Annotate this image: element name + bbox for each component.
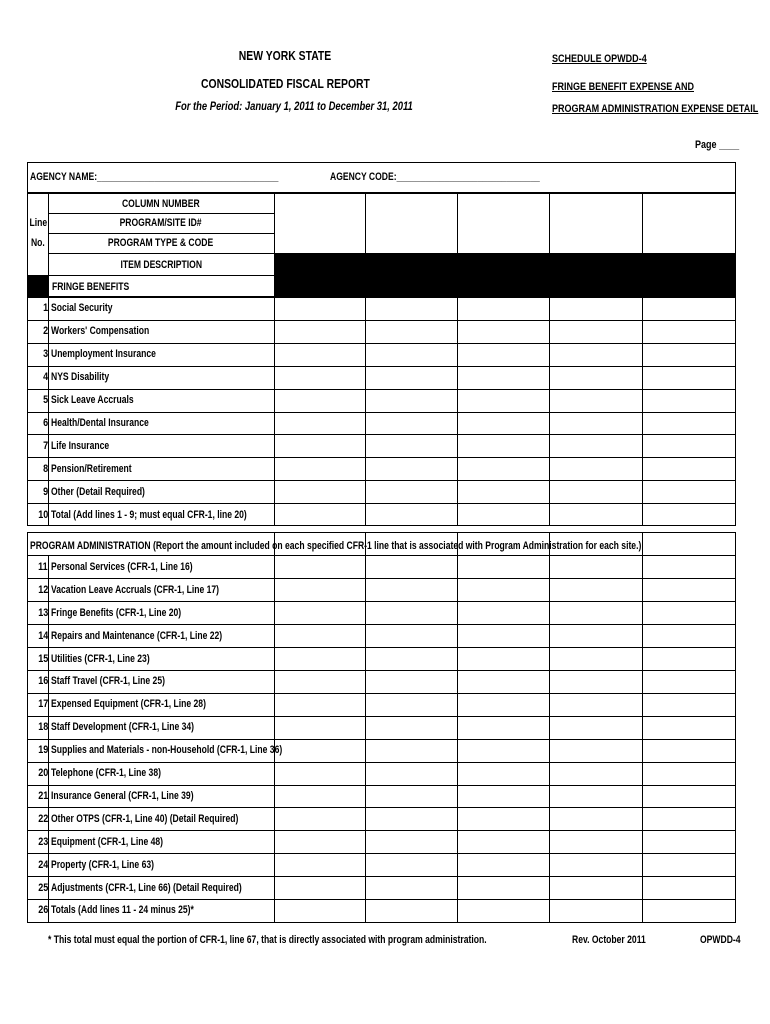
amount-cell[interactable] — [550, 344, 641, 365]
black-fill-header — [274, 253, 736, 297]
amount-cell[interactable] — [550, 579, 641, 600]
amount-cell[interactable] — [458, 808, 548, 829]
amount-cell[interactable] — [458, 579, 548, 600]
amount-cell[interactable] — [366, 831, 456, 852]
amount-cell[interactable] — [643, 413, 735, 434]
column-divider — [274, 297, 275, 526]
amount-cell[interactable] — [366, 854, 456, 875]
amount-cell[interactable] — [366, 344, 456, 365]
amount-cell[interactable] — [275, 367, 364, 388]
amount-cell[interactable] — [550, 786, 641, 807]
column-divider — [549, 297, 550, 526]
form-id: OPWDD-4 — [700, 934, 741, 946]
amount-cell[interactable] — [550, 367, 641, 388]
amount-cell[interactable] — [643, 367, 735, 388]
amount-cell[interactable] — [550, 504, 641, 525]
item-label: Staff Development (CFR-1, Line 34) — [51, 721, 195, 734]
item-label: Equipment (CFR-1, Line 48) — [51, 835, 164, 848]
line-number: 10 — [37, 508, 48, 521]
line-number: 20 — [37, 767, 48, 780]
item-label: Life Insurance — [51, 439, 110, 452]
amount-cell[interactable] — [275, 808, 364, 829]
amount-cell[interactable] — [275, 321, 364, 342]
item-label: Expensed Equipment (CFR-1, Line 28) — [51, 698, 206, 711]
schedule-subtitle-2: PROGRAM ADMINISTRATION EXPENSE DETAIL — [552, 103, 759, 115]
amount-cell[interactable] — [643, 298, 735, 319]
amount-cell[interactable] — [366, 694, 456, 715]
item-label: Personal Services (CFR-1, Line 16) — [51, 560, 193, 573]
amount-cell[interactable] — [458, 854, 548, 875]
amount-cell[interactable] — [458, 481, 548, 502]
amount-cell[interactable] — [643, 504, 735, 525]
column-number-label: COLUMN NUMBER — [122, 198, 200, 210]
column-divider — [642, 297, 643, 526]
item-label: Property (CFR-1, Line 63) — [51, 858, 154, 871]
line-number: 1 — [42, 302, 48, 315]
amount-cell[interactable] — [550, 877, 641, 898]
item-label: Totals (Add lines 11 - 24 minus 25)* — [51, 904, 194, 917]
amount-cell[interactable] — [550, 625, 641, 646]
amount-cell[interactable] — [458, 877, 548, 898]
header-rule — [48, 233, 274, 234]
amount-cell[interactable] — [275, 694, 364, 715]
amount-cell[interactable] — [366, 740, 456, 761]
amount-cell[interactable] — [275, 390, 364, 411]
amount-cell[interactable] — [366, 763, 456, 784]
state-title: NEW YORK STATE — [238, 48, 332, 63]
amount-cell[interactable] — [366, 557, 456, 578]
amount-cell[interactable] — [275, 625, 364, 646]
page-number: Page ____ — [695, 139, 740, 151]
program-type-label: PROGRAM TYPE & CODE — [108, 237, 214, 249]
line-number: 13 — [37, 606, 48, 619]
amount-cell[interactable] — [366, 648, 456, 669]
amount-cell[interactable] — [643, 763, 735, 784]
line-number: 21 — [37, 789, 48, 802]
amount-cell[interactable] — [366, 900, 456, 921]
column-divider — [642, 193, 643, 297]
item-label: Repairs and Maintenance (CFR-1, Line 22) — [51, 629, 223, 642]
amount-cell[interactable] — [643, 786, 735, 807]
amount-cell[interactable] — [275, 435, 364, 456]
header-rule — [48, 213, 274, 214]
program-site-label: PROGRAM/SITE ID# — [120, 217, 202, 229]
amount-cell[interactable] — [275, 413, 364, 434]
amount-cell[interactable] — [643, 900, 735, 921]
amount-cell[interactable] — [458, 625, 548, 646]
line-number: 4 — [42, 371, 48, 384]
line-number: 18 — [37, 721, 48, 734]
report-period: For the Period: January 1, 2011 to December 31, 2011 — [175, 101, 413, 113]
line-number: 17 — [37, 698, 48, 711]
line-number: 23 — [37, 835, 48, 848]
amount-cell[interactable] — [458, 390, 548, 411]
item-label: Supplies and Materials - non-Household (CFR-1, Line 36) — [51, 744, 283, 757]
amount-cell[interactable] — [550, 763, 641, 784]
line-number: 8 — [42, 462, 48, 475]
line-number: 11 — [38, 560, 48, 573]
amount-cell[interactable] — [458, 717, 548, 738]
black-fill-line — [27, 275, 49, 297]
amount-cell[interactable] — [550, 900, 641, 921]
amount-cell[interactable] — [366, 786, 456, 807]
agency-name-field[interactable]: AGENCY NAME:______________________________________ — [30, 171, 279, 183]
amount-cell[interactable] — [275, 648, 364, 669]
amount-cell[interactable] — [550, 481, 641, 502]
line-number: 2 — [42, 325, 48, 338]
amount-cell[interactable] — [643, 808, 735, 829]
amount-cell[interactable] — [643, 344, 735, 365]
line-number: 24 — [37, 858, 48, 871]
amount-cell[interactable] — [275, 786, 364, 807]
amount-cell[interactable] — [550, 694, 641, 715]
amount-cell[interactable] — [458, 900, 548, 921]
amount-cell[interactable] — [458, 504, 548, 525]
item-label: Unemployment Insurance — [51, 348, 156, 361]
amount-cell[interactable] — [550, 435, 641, 456]
amount-cell[interactable] — [550, 390, 641, 411]
header-rule — [48, 253, 274, 254]
item-label: Fringe Benefits (CFR-1, Line 20) — [51, 606, 182, 619]
item-label: Staff Travel (CFR-1, Line 25) — [51, 675, 165, 688]
amount-cell[interactable] — [366, 481, 456, 502]
amount-cell[interactable] — [366, 413, 456, 434]
amount-cell[interactable] — [275, 877, 364, 898]
column-divider — [549, 193, 550, 297]
amount-cell[interactable] — [643, 648, 735, 669]
amount-cell[interactable] — [458, 435, 548, 456]
amount-cell[interactable] — [643, 481, 735, 502]
amount-cell[interactable] — [458, 344, 548, 365]
column-divider — [457, 193, 458, 297]
amount-cell[interactable] — [550, 717, 641, 738]
amount-cell[interactable] — [275, 344, 364, 365]
amount-cell[interactable] — [458, 458, 548, 479]
amount-cell[interactable] — [275, 671, 364, 692]
no-label: No. — [31, 237, 45, 249]
item-label: Pension/Retirement — [51, 462, 132, 475]
amount-cell[interactable] — [458, 671, 548, 692]
amount-cell[interactable] — [366, 579, 456, 600]
amount-cell[interactable] — [643, 671, 735, 692]
amount-cell[interactable] — [458, 413, 548, 434]
amount-cell[interactable] — [550, 648, 641, 669]
header-rule — [48, 275, 274, 276]
item-label: Total (Add lines 1 - 9; must equal CFR-1, line 20) — [51, 508, 247, 521]
amount-cell[interactable] — [643, 831, 735, 852]
amount-cell[interactable] — [366, 602, 456, 623]
amount-cell[interactable] — [458, 321, 548, 342]
amount-cell[interactable] — [458, 786, 548, 807]
line-number: 12 — [37, 583, 48, 596]
amount-cell[interactable] — [458, 602, 548, 623]
amount-cell[interactable] — [366, 877, 456, 898]
amount-cell[interactable] — [550, 557, 641, 578]
item-label: Other (Detail Required) — [51, 485, 145, 498]
amount-cell[interactable] — [275, 740, 364, 761]
amount-cell[interactable] — [275, 854, 364, 875]
line-number: 6 — [42, 416, 48, 429]
amount-cell[interactable] — [366, 808, 456, 829]
item-label: Other OTPS (CFR-1, Line 40) (Detail Required) — [51, 812, 239, 825]
amount-cell[interactable] — [275, 763, 364, 784]
column-divider — [48, 297, 49, 526]
amount-cell[interactable] — [275, 458, 364, 479]
amount-cell[interactable] — [366, 504, 456, 525]
amount-cell[interactable] — [643, 854, 735, 875]
amount-cell[interactable] — [458, 298, 548, 319]
row-rule — [27, 555, 736, 556]
amount-cell[interactable] — [366, 671, 456, 692]
admin-section-label: PROGRAM ADMINISTRATION (Report the amount included on each specified CFR-1 line that is associated with Program Administration for each site.) — [30, 540, 642, 552]
schedule-id: SCHEDULE OPWDD-4 — [552, 53, 647, 65]
amount-cell[interactable] — [458, 763, 548, 784]
amount-cell[interactable] — [458, 648, 548, 669]
amount-cell[interactable] — [643, 435, 735, 456]
amount-cell[interactable] — [643, 694, 735, 715]
amount-cell[interactable] — [458, 367, 548, 388]
revision-date: Rev. October 2011 — [572, 934, 646, 946]
column-divider — [365, 297, 366, 526]
item-description-label: ITEM DESCRIPTION — [120, 259, 202, 271]
amount-cell[interactable] — [550, 321, 641, 342]
column-divider — [642, 532, 643, 923]
amount-cell[interactable] — [275, 481, 364, 502]
amount-cell[interactable] — [275, 579, 364, 600]
amount-cell[interactable] — [550, 831, 641, 852]
line-number: 9 — [42, 485, 48, 498]
amount-cell[interactable] — [275, 298, 364, 319]
line-number: 25 — [37, 881, 48, 894]
column-divider — [48, 555, 49, 923]
amount-cell[interactable] — [275, 602, 364, 623]
item-label: Social Security — [51, 302, 113, 315]
item-label: Sick Leave Accruals — [51, 394, 134, 407]
amount-cell[interactable] — [366, 625, 456, 646]
amount-cell[interactable] — [643, 390, 735, 411]
amount-cell[interactable] — [458, 694, 548, 715]
item-label: Health/Dental Insurance — [51, 416, 149, 429]
amount-cell[interactable] — [643, 877, 735, 898]
item-label: Vacation Leave Accruals (CFR-1, Line 17) — [51, 583, 220, 596]
line-number: 5 — [42, 394, 48, 407]
amount-cell[interactable] — [643, 602, 735, 623]
amount-cell[interactable] — [550, 602, 641, 623]
amount-cell[interactable] — [550, 808, 641, 829]
amount-cell[interactable] — [366, 298, 456, 319]
item-label: Utilities (CFR-1, Line 23) — [51, 652, 150, 665]
line-number: 16 — [37, 675, 48, 688]
amount-cell[interactable] — [458, 557, 548, 578]
item-label: Telephone (CFR-1, Line 38) — [51, 767, 161, 780]
amount-cell[interactable] — [275, 900, 364, 921]
amount-cell[interactable] — [275, 504, 364, 525]
column-divider — [365, 193, 366, 297]
column-divider — [274, 532, 275, 923]
agency-code-field[interactable]: AGENCY CODE:______________________________ — [330, 171, 540, 183]
amount-cell[interactable] — [275, 717, 364, 738]
line-number: 3 — [42, 348, 48, 361]
amount-cell[interactable] — [550, 298, 641, 319]
amount-cell[interactable] — [275, 831, 364, 852]
line-number: 14 — [37, 629, 48, 642]
column-divider — [457, 532, 458, 923]
amount-cell[interactable] — [643, 321, 735, 342]
line-label: Line — [29, 217, 48, 229]
footnote: * This total must equal the portion of CFR-1, line 67, that is directly associated with program administration. — [48, 934, 487, 946]
amount-cell[interactable] — [550, 671, 641, 692]
amount-cell[interactable] — [366, 321, 456, 342]
amount-cell[interactable] — [366, 435, 456, 456]
item-label: Adjustments (CFR-1, Line 66) (Detail Required) — [51, 881, 242, 894]
amount-cell[interactable] — [550, 854, 641, 875]
amount-cell[interactable] — [643, 740, 735, 761]
amount-cell[interactable] — [366, 367, 456, 388]
item-label: Insurance General (CFR-1, Line 39) — [51, 789, 194, 802]
amount-cell[interactable] — [458, 831, 548, 852]
line-number: 26 — [37, 904, 48, 917]
amount-cell[interactable] — [643, 458, 735, 479]
item-label: NYS Disability — [51, 371, 110, 384]
report-title: CONSOLIDATED FISCAL REPORT — [201, 76, 370, 91]
amount-cell[interactable] — [550, 458, 641, 479]
amount-cell[interactable] — [366, 390, 456, 411]
amount-cell[interactable] — [458, 740, 548, 761]
amount-cell[interactable] — [366, 717, 456, 738]
line-number: 15 — [37, 652, 48, 665]
amount-cell[interactable] — [550, 413, 641, 434]
amount-cell[interactable] — [643, 625, 735, 646]
amount-cell[interactable] — [550, 740, 641, 761]
amount-cell[interactable] — [643, 557, 735, 578]
line-number: 22 — [37, 812, 48, 825]
line-number: 19 — [37, 744, 48, 757]
column-divider — [365, 532, 366, 923]
column-divider — [457, 297, 458, 526]
line-number: 7 — [42, 439, 48, 452]
column-divider — [274, 193, 275, 297]
column-divider — [549, 532, 550, 923]
amount-cell[interactable] — [275, 557, 364, 578]
schedule-subtitle-1: FRINGE BENEFIT EXPENSE AND — [552, 81, 695, 93]
amount-cell[interactable] — [643, 579, 735, 600]
amount-cell[interactable] — [643, 717, 735, 738]
fringe-section-label: FRINGE BENEFITS — [52, 281, 130, 293]
amount-cell[interactable] — [366, 458, 456, 479]
item-label: Workers' Compensation — [51, 325, 150, 338]
